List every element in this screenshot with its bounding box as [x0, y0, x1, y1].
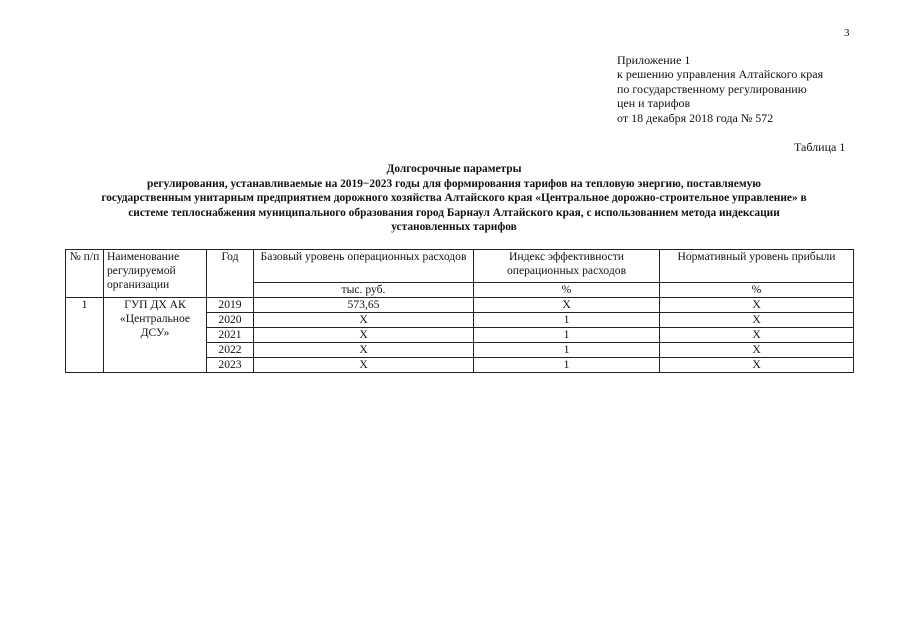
- base-level-cell: Х: [254, 328, 474, 343]
- base-level-cell: 573,65: [254, 298, 474, 313]
- header-year: Год: [207, 250, 254, 298]
- header-organization: Наименование регулируемой организации: [104, 250, 207, 298]
- header-efficiency-index: Индекс эффективности операционных расходов: [474, 250, 660, 283]
- table-row: [66, 298, 854, 313]
- header-row: [66, 250, 854, 283]
- title-line: государственным унитарным предприятием дорожного хозяйства Алтайского края «Центральное дорожно-строительное управление» в: [101, 192, 807, 205]
- profit-level-cell: Х: [660, 313, 854, 328]
- organization-cell: ГУП ДХ АК «Центральное ДСУ»: [104, 298, 207, 373]
- year-cell: 2022: [207, 343, 254, 358]
- appendix-line: по государственному регулированию: [617, 81, 807, 96]
- appendix-line: Приложение 1: [617, 53, 691, 67]
- header-profit-level: Нормативный уровень прибыли: [660, 250, 854, 283]
- year-cell: 2020: [207, 313, 254, 328]
- title-line: Долгосрочные параметры: [386, 163, 522, 175]
- appendix-line: от 18 декабря 2018 года № 572: [617, 110, 774, 125]
- appendix-header: [617, 53, 823, 125]
- row-number-cell: 1: [66, 298, 104, 373]
- efficiency-index-cell: 1: [474, 313, 660, 328]
- title-line: установленных тарифов: [391, 221, 517, 234]
- appendix-line: цен и тарифов: [617, 96, 691, 111]
- unit-profit-level: %: [660, 283, 854, 298]
- profit-level-cell: Х: [660, 358, 854, 373]
- year-cell: 2023: [207, 358, 254, 373]
- title-line: системе теплоснабжения муниципального образования город Барнаул Алтайского края, с использованием метода индексации: [128, 206, 780, 219]
- document-title: [56, 162, 852, 235]
- efficiency-index-cell: 1: [474, 358, 660, 373]
- efficiency-index-cell: 1: [474, 328, 660, 343]
- efficiency-index-cell: Х: [474, 298, 660, 313]
- unit-efficiency-index: %: [474, 283, 660, 298]
- profit-level-cell: Х: [660, 343, 854, 358]
- year-cell: 2019: [207, 298, 254, 313]
- base-level-cell: Х: [254, 343, 474, 358]
- unit-base-level: тыс. руб.: [254, 283, 474, 298]
- profit-level-cell: Х: [660, 298, 854, 313]
- profit-level-cell: Х: [660, 328, 854, 343]
- header-base-level: Базовый уровень операционных расходов: [254, 250, 474, 283]
- year-cell: 2021: [207, 328, 254, 343]
- page-number: 3: [844, 27, 850, 39]
- header-number: № п/п: [66, 250, 104, 298]
- efficiency-index-cell: 1: [474, 343, 660, 358]
- title-line: регулирования, устанавливаемые на 2019−2023 годы для формирования тарифов на тепловую энергию, поставляемую: [147, 177, 761, 190]
- appendix-line: к решению управления Алтайского края: [617, 67, 824, 82]
- table-label: Таблица 1: [794, 140, 846, 154]
- base-level-cell: Х: [254, 313, 474, 328]
- parameters-table: [65, 249, 854, 373]
- base-level-cell: Х: [254, 358, 474, 373]
